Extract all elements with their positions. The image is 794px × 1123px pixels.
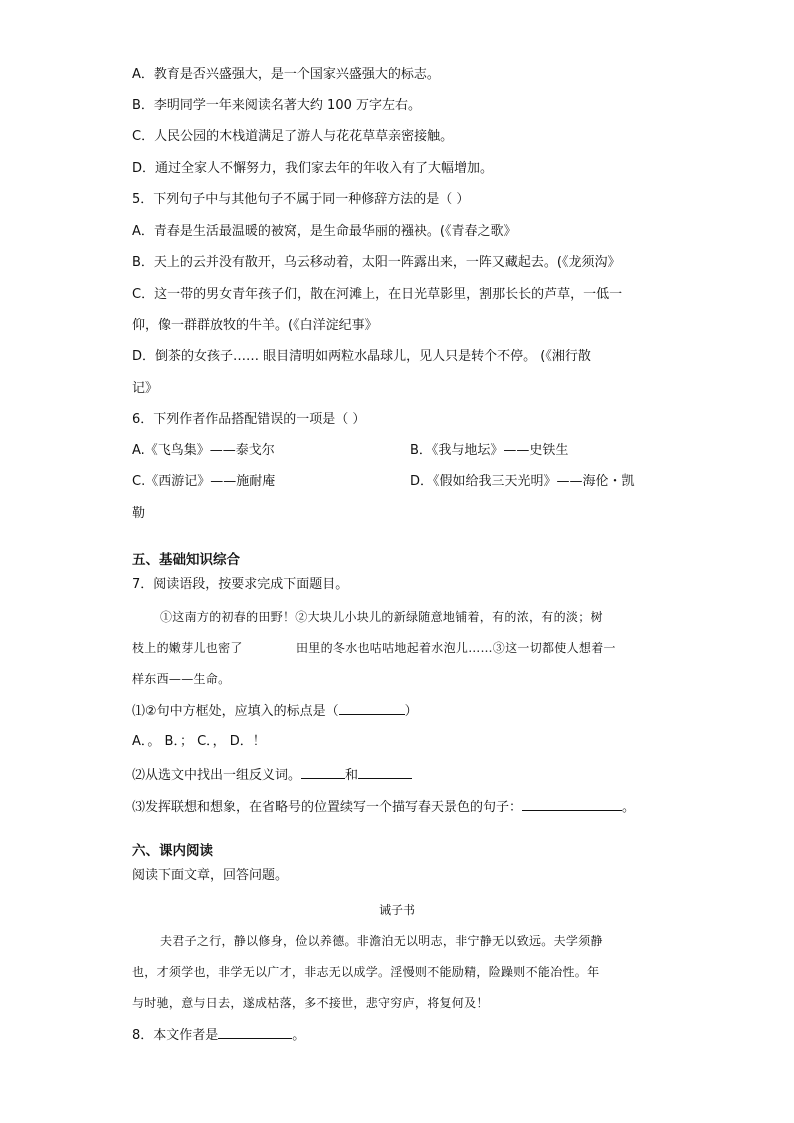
- q5-stem: 5．下列句子中与其他句子不属于同一种修辞方法的是（ ）: [132, 192, 470, 207]
- option-c: C．人民公园的木栈道满足了游人与花花草草亲密接触。: [132, 129, 454, 144]
- q7-stem: 7．阅读语段，按要求完成下面题目。: [132, 577, 349, 592]
- option-a: A．教育是否兴盛强大，是一个国家兴盛强大的标志。: [132, 67, 440, 82]
- passage-line-3: 样东西——生命。: [132, 672, 231, 686]
- sub-question-2: [132, 765, 412, 785]
- answer-blank-sub1[interactable]: [339, 701, 405, 715]
- reading-intro: 阅读下面文章，回答问题。: [132, 868, 289, 883]
- section-5-title: 五、基础知识综合: [132, 552, 240, 568]
- passage-line-2a: 枝上的嫩芽儿也密了: [132, 641, 243, 655]
- sub3-period: 。: [622, 800, 636, 815]
- q6-option-d-line1: D．《假如给我三天光明》——海伦・凯: [410, 474, 635, 489]
- answer-blank-antonym-1[interactable]: [301, 765, 345, 779]
- q5-option-b: B．天上的云并没有散开，乌云移动着，太阳一阵露出来，一阵又藏起去。(《龙须沟》: [132, 255, 621, 270]
- section-6-title: 六、课内阅读: [132, 843, 213, 859]
- answer-blank-sub3[interactable]: [522, 797, 622, 811]
- q6-option-b: B．《我与地坛》——史铁生: [410, 443, 569, 458]
- sub2-and: 和: [345, 768, 359, 783]
- q5-option-a: A．青春是生活最温暖的被窝，是生命最华丽的襁袂。(《青春之歌》: [132, 224, 517, 239]
- sub-question-3: [132, 797, 635, 817]
- passage-line-1: ①这南方的初春的田野！②大块儿小块儿的新绿随意地铺着，有的浓，有的淡；树: [160, 610, 603, 624]
- option-b: B．李明同学一年来阅读名著大约 100 万字左右。: [132, 98, 421, 113]
- sub1-options: A．。 B．； C．， D．！: [132, 734, 266, 749]
- sub2-text: ⑵从选文中找出一组反义词。: [132, 768, 302, 783]
- q8-text: 8．本文作者是: [132, 1028, 219, 1043]
- q8-period: 。: [292, 1028, 306, 1043]
- sub1-close: ）: [404, 704, 418, 719]
- q6-option-a: A.《飞鸟集》——泰戈尔: [132, 443, 275, 458]
- article-title: 诫子书: [378, 903, 415, 917]
- answer-blank-q8[interactable]: [218, 1025, 292, 1039]
- sub3-text: ⑶发挥联想和想象，在省略号的位置续写一个描写春天景色的句子：: [132, 800, 523, 815]
- q5-option-d-line1: D．倒茶的女孩子…… 眼目清明如两粒水晶球儿，见人只是转个不停。 (《湘行散: [132, 349, 591, 364]
- article-line-1: 夫君子之行，静以修身，俭以养德。非澹泊无以明志，非宁静无以致远。夫学须静: [160, 934, 603, 948]
- question-8: [132, 1025, 305, 1045]
- q6-stem: 6．下列作者作品搭配错误的一项是（ ）: [132, 412, 366, 427]
- article-line-2: 也，才须学也，非学无以广才，非志无以成学。淫慢则不能励精，险躁则不能冶性。年: [132, 965, 600, 979]
- q6-option-c: C.《西游记》——施耐庵: [132, 474, 276, 489]
- option-d: D．通过全家人不懈努力，我们家去年的年收入有了大幅增加。: [132, 161, 494, 176]
- answer-blank-antonym-2[interactable]: [358, 765, 412, 779]
- q6-option-d-line2: 勒: [132, 506, 146, 521]
- passage-line-2b: 田里的冬水也咕咕地起着水泡儿……③这一切都使人想着一: [296, 641, 616, 655]
- q5-option-d-line2: 记》: [132, 381, 159, 396]
- sub1-text: ⑴②句中方框处，应填入的标点是（: [132, 704, 339, 719]
- q5-option-c-line2: 仰，像一群群放牧的牛羊。(《白洋淀纪事》: [132, 318, 378, 333]
- article-line-3: 与时驰，意与日去，遂成枯落，多不接世，悲守穷庐，将复何及！: [132, 996, 489, 1010]
- sub-question-1: [132, 701, 418, 721]
- q5-option-c-line1: C．这一带的男女青年孩子们，散在河滩上，在日光草影里，割那长长的芦草，一低一: [132, 287, 623, 302]
